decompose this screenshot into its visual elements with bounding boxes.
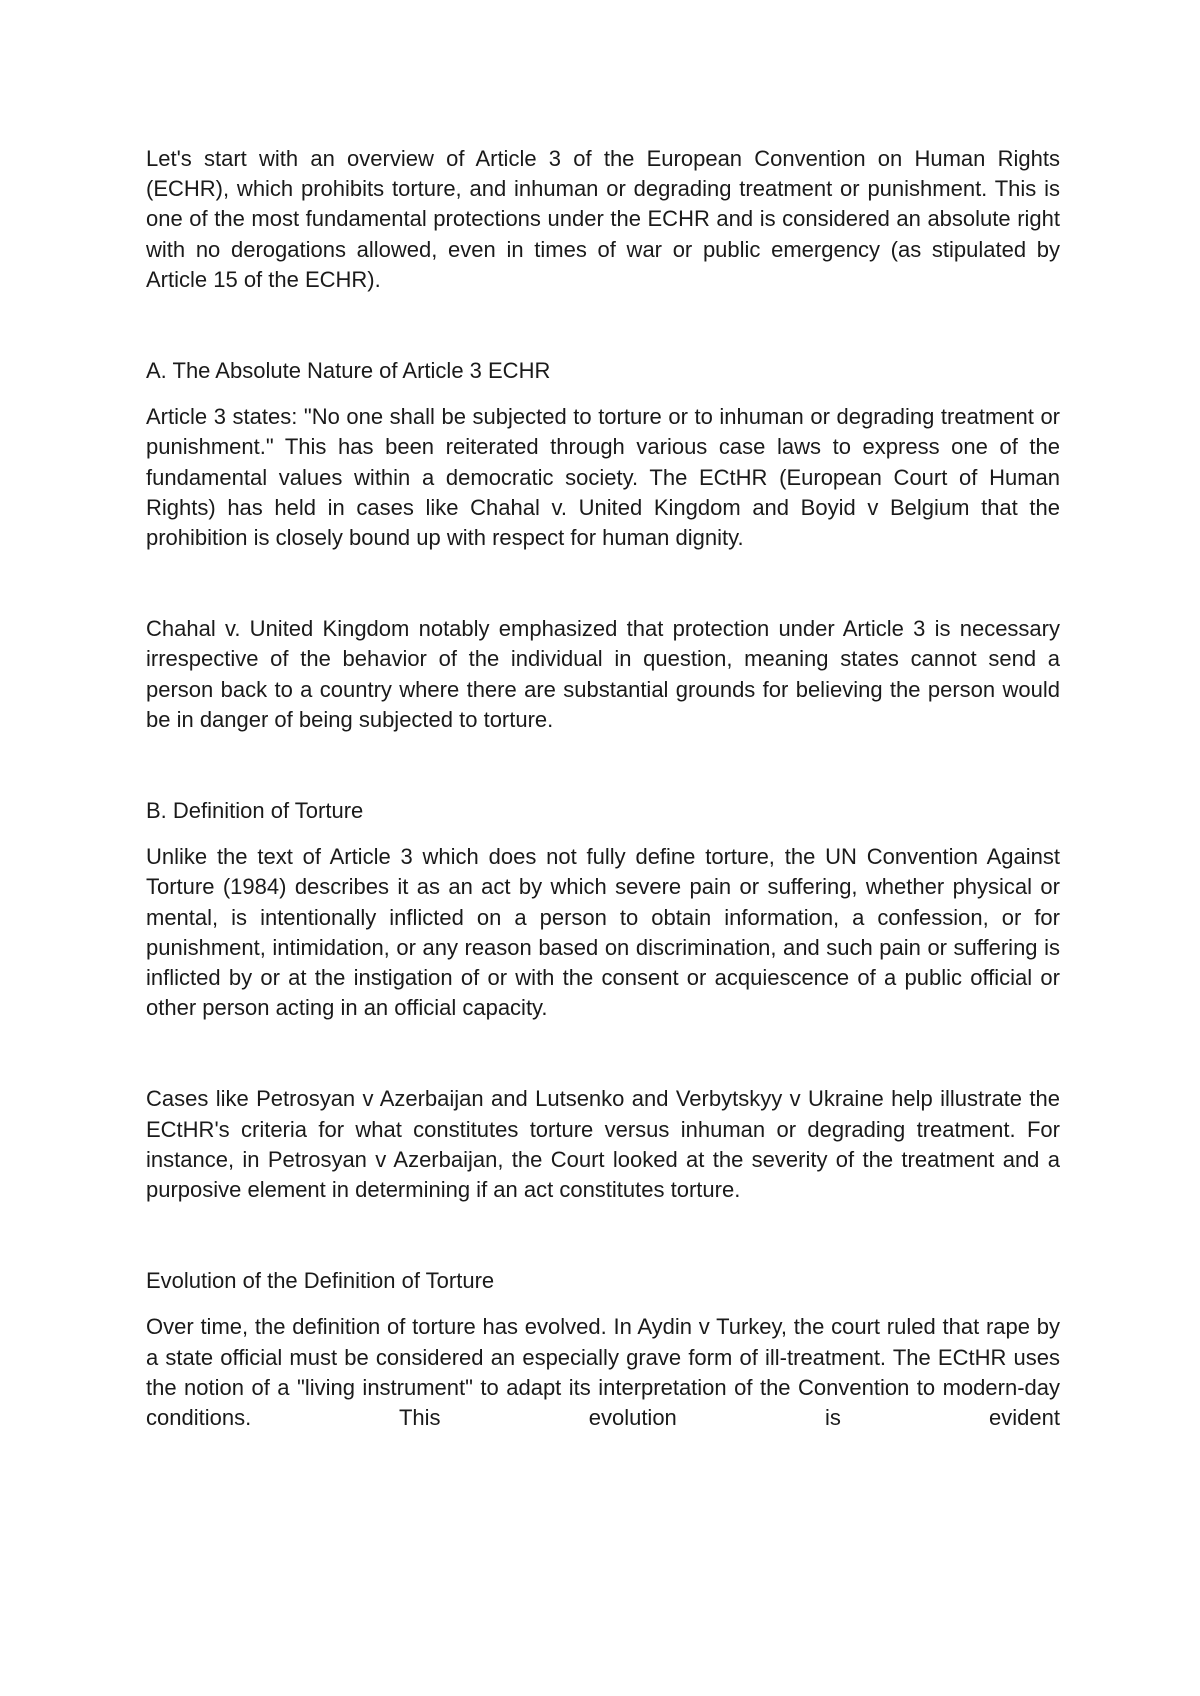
spacer [146,553,1060,614]
spacer [146,1205,1060,1266]
section-a-paragraph-2: Chahal v. United Kingdom notably emphasized that protection under Article 3 is necessary irrespective of the behavior of the individual in question, meaning states cannot send a person back to a country where there are substantial grounds for believing the person would be in danger of being subjected to torture. [146,616,1060,732]
intro-paragraph: Let's start with an overview of Article 3 of the European Convention on Human Rights (ECHR), which prohibits torture, and inhuman or degrading treatment or punishment. This is one of the most fundamental protections under the ECHR and is considered an absolute right with no derogations allowed, even in times of war or public emergency (as stipulated by Article 15 of the ECHR). [146,146,1060,292]
spacer [146,1296,1060,1312]
spacer [146,826,1060,842]
section-evolution-paragraph-1: Over time, the definition of torture has evolved. In Aydin v Turkey, the court ruled that rape by a state official must be considered an especially grave form of ill-treatment. The ECtHR uses the notion of a "living instrument" to adapt its interpretation of the Convention to modern-day conditions. This evolution is evident [146,1314,1060,1431]
spacer [146,386,1060,402]
section-a-heading: A. The Absolute Nature of Article 3 ECHR [146,358,551,384]
spacer [146,295,1060,356]
section-a-paragraph-1: Article 3 states: "No one shall be subjected to torture or to inhuman or degrading treatment or punishment." This has been reiterated through various case laws to express one of the fundamental values within a democratic society. The ECtHR (European Court of Human Rights) has held in cases like Chahal v. United Kingdom and Boyid v Belgium that the prohibition is closely bound up with respect for human dignity. [146,404,1060,551]
section-b-paragraph-2: Cases like Petrosyan v Azerbaijan and Lutsenko and Verbytskyy v Ukraine help illustrate the ECtHR's criteria for what constitutes torture versus inhuman or degrading treatment. For instance, in Petrosyan v Azerbaijan, the Court looked at the severity of the treatment and a purposive element in determining if an act constitutes torture. [146,1086,1060,1203]
section-b-heading: B. Definition of Torture [146,798,364,824]
section-evolution-heading: Evolution of the Definition of Torture [146,1268,495,1294]
document-body [146,144,1060,1433]
spacer [146,735,1060,796]
section-b-paragraph-1: Unlike the text of Article 3 which does not fully define torture, the UN Convention Against Torture (1984) describes it as an act by which severe pain or suffering, whether physical or mental, is intentionally inflicted on a person to obtain information, a confession, or for punishment, intimidation, or any reason based on discrimination, and such pain or suffering is inflicted by or at the instigation of or with the consent or acquiescence of a public official or other person acting in an official capacity. [146,844,1060,1021]
spacer [146,1023,1060,1084]
